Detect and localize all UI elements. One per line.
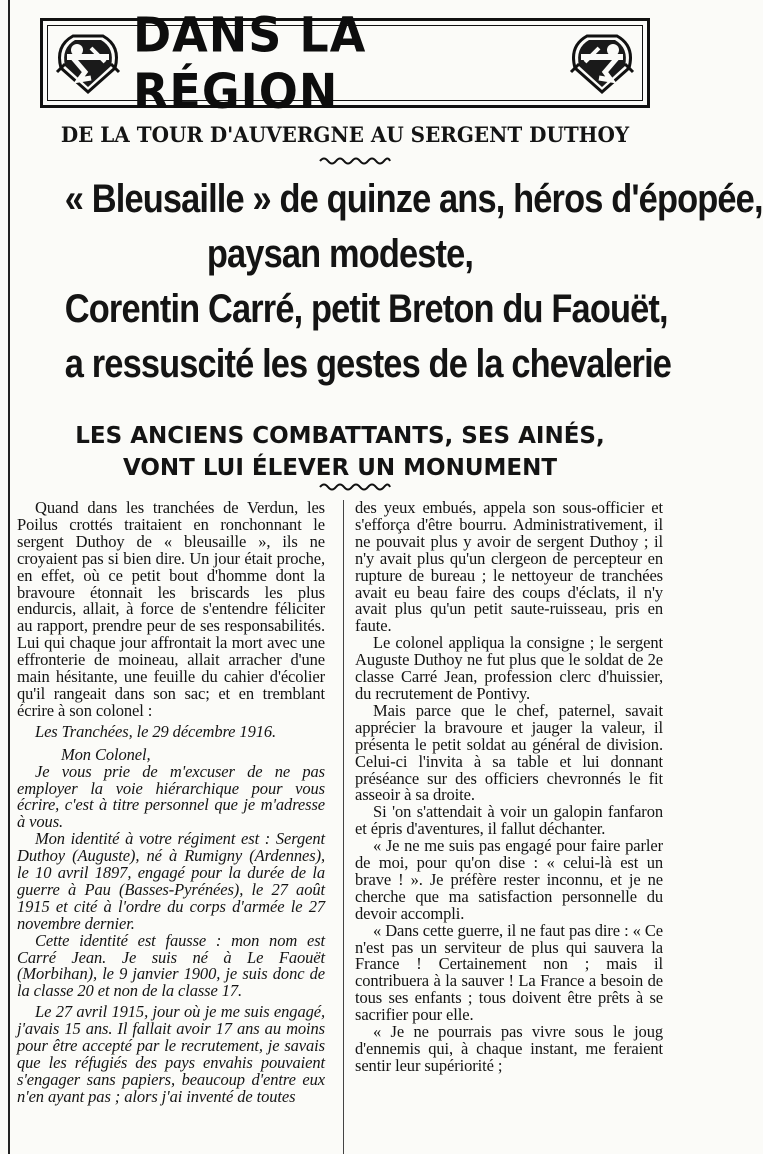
article-column-left [17, 500, 325, 1154]
wave-divider-2 [320, 482, 390, 492]
letter-dateline: Les Tranchées, le 29 décembre 1916. [35, 721, 277, 741]
paragraph: Si 'on s'attendait à voir un galopin fanfaron et épris d'aventures, il fallut déchanter. [355, 802, 663, 839]
paragraph: des yeux embués, appela son sous-officier et s'efforça d'être bourru. Administrativement, il ne pouvait plus y avoir de sergent Duthoy ; il n'y avait plus qu'un clergeon de percepteur en rupture de bureau ; le nettoyeur de tranchées avait eu beau faire des coups d'éclats, il n'y avait plus qu'un petit saute-ruisseau, pris en faute. [355, 498, 663, 636]
letter-paragraph: Le 27 avril 1915, jour où je me suis engagé, j'avais 15 ans. Il fallait avoir 17 ans au moins pour être accepté par le recrutement, je savais que les réfugiés des pays envahis pouvaient s'engager sans papiers, beaucoup d'entre eux n'en ayant pas ; alors j'ai inventé de toutes [17, 1002, 325, 1106]
worker-emblem-icon [565, 27, 639, 99]
kicker-heading: DE LA TOUR D'AUVERGNE AU SERGENT DUTHOY [60, 122, 630, 147]
headline-line: « Bleusaille » de quinze ans, héros d'épopée, [64, 177, 763, 221]
article-column-right [355, 500, 663, 1154]
column-divider [343, 500, 344, 1154]
section-banner [40, 6, 650, 120]
headline-line: Corentin Carré, petit Breton du Faouët, [64, 287, 668, 331]
paragraph: Le colonel appliqua la consigne ; le sergent Auguste Duthoy ne fut plus que le soldat de 2e classe Carré Jean, profession clerc d'huissier, du recrutement de Pontivy. [355, 633, 663, 703]
headline-line: paysan modeste, [206, 232, 474, 276]
paragraph: Quand dans les tranchées de Verdun, les Poilus crottés traitaient en ronchonnant le sergent Duthoy de « bleusaille », ils ne croyaient pas si bien dire. Un jour était proche, en effet, où ce petit bout d'homme dont la bravoure étonnait les briscards les plus endurcis, allait, à force de s'entendre féliciter au rapport, prendre peur de ses responsabilités. Lui qui chaque jour affrontait la mort avec une effronterie de moineau, allait arracher d'une main hésitante, une feuille du cahier d'écolier qu'il rangeait dans son sac; et en tremblant écrire à son colonel : [17, 498, 325, 720]
letter-paragraph: Cette identité est fausse : mon nom est Carré Jean. Je suis né à Le Faouët (Morbihan), le 9 janvier 1900, je suis donc de la classe 20 et non de la classe 17. [17, 930, 325, 1001]
banner-title: DANS LA RÉGION [133, 6, 367, 120]
headline [64, 172, 763, 392]
subheadline [20, 420, 660, 484]
wave-divider-1 [320, 156, 390, 166]
paragraph: « Je ne pourrais pas vivre sous le joug d'ennemis qui, à chaque instant, me feraient sentir leur supériorité ; [355, 1022, 663, 1075]
paragraph: Mais parce que le chef, paternel, savait apprécier la bravoure et jauger la valeur, il présenta le petit soldat au général de division. Celui-ci l'invita à sa table et lui donnant préséance sur des officiers chevronnés le fit asseoir à sa droite. [355, 700, 663, 805]
subheadline-line: LES ANCIENS COMBATTANTS, SES AINÉS, [75, 423, 605, 449]
letter-paragraph: Je vous prie de m'excuser de ne pas employer la voie hiérarchique pour vous écrire, c'est à titre personnel que je m'adresse à vous. [17, 761, 325, 832]
subheadline-line: VONT LUI ÉLEVER UN MONUMENT [122, 455, 558, 481]
page-left-rule [8, 0, 10, 1154]
letter-salutation: Mon Colonel, [61, 744, 151, 764]
paragraph: « Dans cette guerre, il ne faut pas dire : « Ce n'est pas un serviteur de plus qui sauvera la France ! Certainement non ; mais il contribuera à la sauver ! La France a besoin de tous ses enfants ; tous doivent être prêts à se sacrifier pour elle. [355, 920, 663, 1025]
headline-line: a ressuscité les gestes de la chevalerie [64, 342, 672, 386]
paragraph: « Je ne me suis pas engagé pour faire parler de moi, pour qu'on dise : « celui-là est un brave ! ». Je préfère rester inconnu, et je ne cherche que ma satisfaction personnelle du devoir accompli. [355, 836, 663, 923]
worker-emblem-icon [51, 27, 125, 99]
letter-paragraph: Mon identité à votre régiment est : Sergent Duthoy (Auguste), né à Rumigny (Ardennes), le 10 avril 1897, engagé pour la durée de la guerre à Pau (Basses-Pyrénées), le 27 août 1915 et cité à l'ordre du corps d'armée le 27 novembre dernier. [17, 829, 325, 933]
